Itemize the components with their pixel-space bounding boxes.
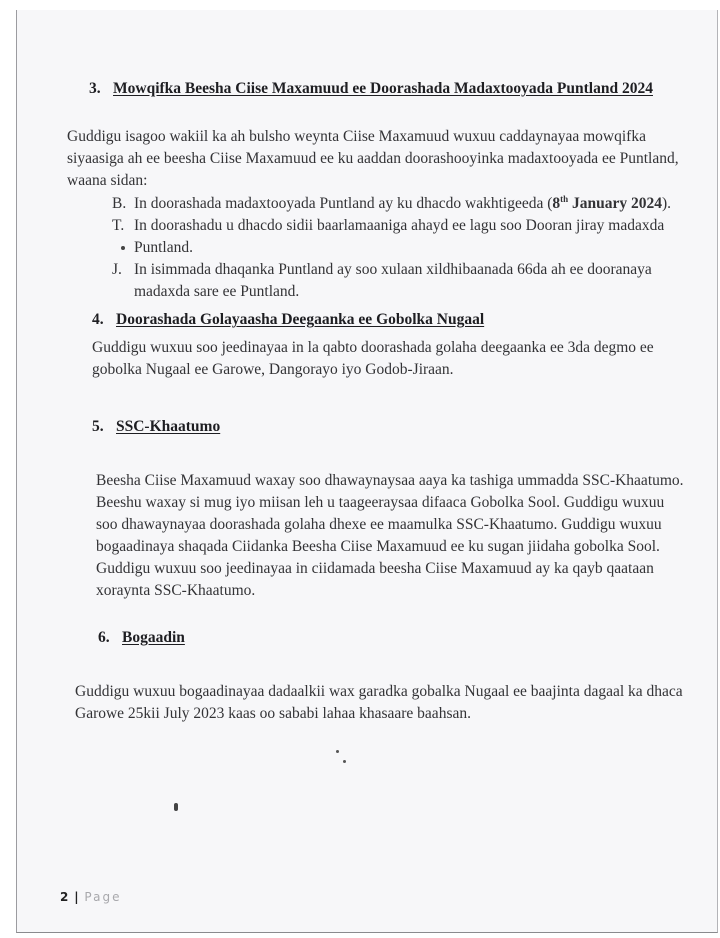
section-6-body [75, 681, 683, 725]
section-number: 3. [89, 80, 101, 97]
list-item [112, 215, 671, 259]
text-line: Guddigu isagoo wakiil ka ah bulsho weynta Ciise Maxamuud wuxuu caddaynayaa mowqifka [67, 128, 646, 145]
section-5-heading [92, 418, 220, 436]
text-line: siyaasiga ah ee beesha Ciise Maxamuud ee ku aaddan doorashooyinka madaxtooyada ee Puntland, [67, 150, 679, 167]
page-footer [60, 890, 121, 904]
page-label: Page [84, 890, 122, 904]
text-line: In doorashadu u dhacdo sidii baarlamaaniga ahayd ee lagu soo Dooran jiray madaxda [134, 217, 665, 234]
list-marker: T. [112, 217, 125, 234]
footer-separator: | [74, 890, 79, 904]
text-line: waana sidan: [67, 172, 148, 189]
bullet-dot-icon [121, 246, 125, 250]
section-title: SSC-Khaatumo [116, 418, 221, 435]
text-line: Guddigu wuxuu bogaadinayaa dadaalkii wax garadka gobalka Nugaal ee baajinta dagaal ka dhaca [75, 683, 683, 700]
text-line: Garowe 25kii July 2023 kaas oo sababi lahaa khasaare baahsan. [75, 705, 471, 722]
text-line: soo dhawaynayaa doorashada golaha dhexe ee maamulka SSC-Khaatumo. Guddigu wuxuu [96, 516, 662, 533]
section-3-heading [89, 80, 653, 98]
list-item: B. In doorashada madaxtooyada Puntland ay ku dhacdo wakhtigeeda (8th January 2024). [112, 193, 671, 215]
text-line: gobolka Nugaal ee Garowe, Dangorayo iyo Godob-Jiraan. [92, 361, 454, 378]
text-line: Guddigu wuxuu soo jeedinayaa in ciidamada beesha Ciise Maxamuud ay ka qayb qaataan [96, 560, 654, 577]
section-title: Doorashada Golayaasha Deegaanka ee Gobolka Nugaal [116, 311, 485, 328]
scan-speck [343, 760, 346, 763]
text-line: xoraynta SSC-Khaatumo. [96, 582, 256, 599]
text-line: bogaadinaya shaqada Ciidanka Beesha Ciise Maxamuud ee ku sugan jiidaha gobolka Sool. [96, 538, 660, 555]
section-5-body [96, 470, 684, 602]
election-date: 8th January 2024 [552, 193, 663, 212]
section-title: Mowqifka Beesha Ciise Maxamuud ee Doorashada Madaxtooyada Puntland 2024 [113, 80, 653, 97]
section-4-body [92, 337, 654, 381]
section-number: 4. [92, 311, 104, 328]
section-number: 5. [92, 418, 104, 435]
list-marker: J. [112, 261, 122, 278]
list-marker: B. [112, 195, 127, 212]
section-3-intro [67, 126, 679, 192]
text-line: In isimmada dhaqanka Puntland ay soo xulaan xildhibaanada 66da ah ee dooranaya [134, 261, 652, 278]
text-line: In doorashada madaxtooyada Puntland ay ku dhacdo wakhtigeeda ( [134, 195, 553, 212]
section-number: 6. [98, 629, 110, 646]
scan-speck [336, 750, 339, 753]
section-3-list [112, 193, 671, 303]
section-6-heading [98, 629, 185, 647]
page-number: 2 [60, 890, 69, 904]
section-4-heading [92, 311, 484, 329]
text-line: Puntland. [134, 239, 193, 256]
section-title: Bogaadin [122, 629, 185, 646]
text-line: madaxda sare ee Puntland. [134, 283, 300, 300]
list-item [112, 259, 671, 303]
scan-speck [174, 803, 178, 811]
text-line: Guddigu wuxuu soo jeedinayaa in la qabto doorashada golaha deegaanka ee 3da degmo ee [92, 339, 654, 356]
text-line: Beeshu waxay si mug iyo miisan leh u taageeraysaa difaaca Gobolka Sool. Guddigu wuxuu [96, 494, 665, 511]
text-line: Beesha Ciise Maxamuud waxay soo dhawaynaysaa aaya ka tashiga ummadda SSC-Khaatumo. [96, 472, 684, 489]
